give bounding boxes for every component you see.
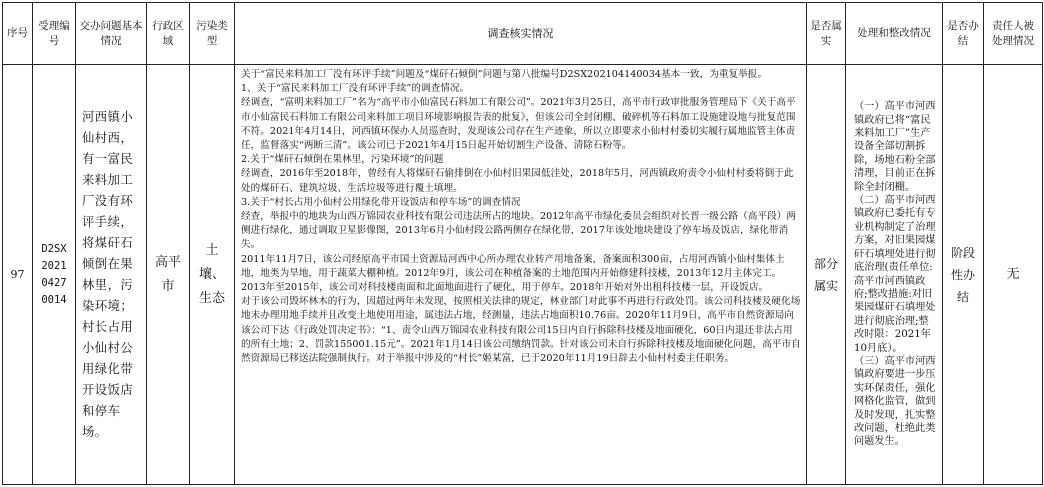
investigation-paragraph: 1、关于“富民来料加工厂没有环评手续”的调查情况。 (241, 83, 470, 95)
cell-case-no (33, 65, 76, 485)
cell-investigation (235, 65, 807, 485)
cell-handling (846, 65, 943, 485)
header-problem: 交办问题基本情况 (76, 3, 147, 65)
header-is-true: 是否属实 (807, 3, 846, 65)
investigation-paragraph: 3.关于“村长占用小仙村公用绿化带开设饭店和停车场”的调查情况 (241, 196, 521, 208)
cell-accountability: 无 (984, 65, 1043, 485)
cell-district: 高平市 (147, 65, 190, 485)
header-seq: 序号 (3, 3, 33, 65)
handling-paragraph: （三）高平市河西镇政府要进一步压实环保责任，强化网格化监管，做到及时发现，扎实整改问题，杜绝此类问题发生。 (854, 355, 936, 448)
handling-paragraph: （一）高平市河西镇政府已将“富民来料加工厂”生产设备全部切割拆除，场地石粉全部清理，目前正在拆除全封闭棚。 (854, 101, 936, 193)
cell-is-true: 部分属实 (807, 65, 846, 485)
case-no-line: 0014 (41, 293, 67, 306)
header-accountability: 责任人被处理情况 (984, 3, 1043, 65)
investigation-paragraph: 对于该公司毁坏林木的行为，因超过两年未发现，按照相关法律的规定，林业部门对此事不再进行行政处罚。该公司科技楼及硬化场地未办理用地手续并且改变土地使用用途，属违法占地，经测量，违法占地面积10.76亩。2020年11月9日，高平市自然资源局向该公司下达《行政处罚决定书》：“1、责令山西万锦园农业科技有限公司15日内自行拆除科技楼及地面硬化，60日内退还非法占用的所有土地；2、罚款155001.15元”。2021年1月14日该公司缴纳罚款。针对该公司未自行拆除科技楼及地面硬化问题，高平市自然资源局已移送法院强制执行。对于举报中涉及的“村长”姬某富，已于2020年11月19日辞去小仙村村委主任职务。 (241, 296, 801, 365)
header-handling: 处理和整改情况 (846, 3, 943, 65)
header-district: 行政区域 (147, 3, 190, 65)
investigation-paragraph: 经调查，“富明来料加工厂”名为“高平市小仙富民石料加工有限公司”。2021年3月25日，高平市行政审批服务管理局下《关于高平市小仙富民石料加工有限公司来料加工项目环境影响报告表的批复》，但该公司全封闭棚、破碎机等石料加工设施建设地与批复范围不符。2021年4月14日，河西镇环保办人员巡查时，发现该公司存在生产迹象，所以立即要求小仙村村委切实履行属地监管主体责任，监督落实“两断三清”。该公司已于2021年4月15日起开始切割生产设备、清除石粉等。 (241, 97, 796, 152)
header-investigation: 调查核实情况 (235, 3, 807, 65)
investigation-paragraph: 经调查，2016年至2018年，曾经有人将煤矸石偷排倒在小仙村旧果园低洼处，2018年5月，河西镇政府责令小仙村村委将倒于此处的煤矸石、建筑垃圾、生活垃圾等进行覆土填埋。 (241, 168, 794, 194)
case-no-line: 0427 (41, 276, 67, 289)
investigation-paragraph: 经查，举报中的地块为山西万锦园农业科技有限公司违法所占的地块。2012年高平市绿化委员会组织对长晋一级公路（高平段）两侧进行绿化，通过调取卫星影像图，2013年6月小仙村段公路两侧存在绿化带，2017年该处地块建设了停车场及饭店，绿化带消失。 (241, 211, 797, 251)
table-row (3, 65, 1043, 485)
investigation-paragraph: 2.关于“煤矸石倾倒在果林里，污染环境”的问题 (241, 154, 444, 166)
case-no-line: D2SX (41, 242, 67, 255)
report-table (2, 2, 1043, 485)
header-closed: 是否办结 (943, 3, 984, 65)
investigation-paragraph: 2011年11月7日，该公司经原高平市国土资源局河西中心所办理农业转产用地备案，备案面积300亩，占用河西镇小仙村集体土地，地类为旱地，用于蔬菜大棚种植。2012年9月，该公司在种植备案的土地范围内开始修建科技楼，2013年12月主体完工。2013年至2015年，该公司对科技楼南面和北面地面进行了硬化，用于停车。2018年开始对外出租科技楼一层，开设饭店。 (241, 253, 785, 294)
cell-closed: 阶段性办结 (943, 65, 984, 485)
header-case-no: 受理编号 (33, 3, 76, 65)
header-pollution-type: 污染类型 (190, 3, 235, 65)
investigation-paragraph: 关于“富民来料加工厂没有环评手续”问题及“煤矸石倾倒”问题与第八批编号D2SX202104140034基本一致，为重复举报。 (241, 69, 768, 80)
handling-paragraph: （二）高平市河西镇政府已委托有专业机构制定了治理方案，对旧果园煤矸石填埋处进行彻底治理(责任单位:高平市河西镇政府;整改措施:对旧果园煤矸石填埋处进行彻底治理;整改时限：2021年10月底）。 (854, 195, 936, 354)
header-row (3, 3, 1043, 65)
case-no-line: 2021 (41, 259, 67, 272)
cell-seq: 97 (3, 65, 33, 485)
cell-pollution-type: 土壤、生态 (190, 65, 235, 485)
cell-problem: 河西镇小仙村西，有一富民来料加工厂没有环评手续，将煤矸石倾倒在果林里，污染环境；村长占用小仙村公用绿化带开设饭店和停车场。 (76, 65, 147, 485)
